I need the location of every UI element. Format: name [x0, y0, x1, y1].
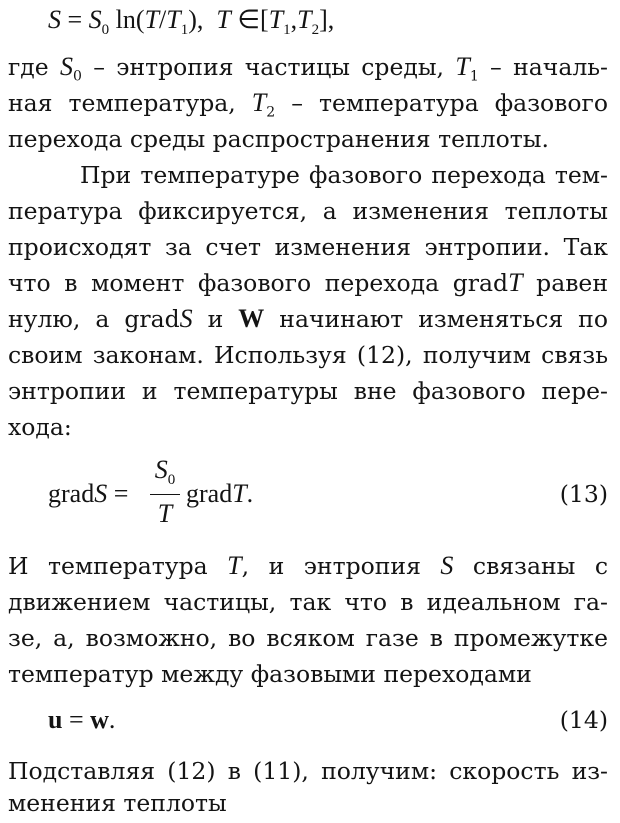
formula-symbol-t2: T — [297, 5, 312, 34]
paragraph-line — [8, 47, 608, 87]
symbol-t: T — [157, 499, 173, 528]
text-run: – температура фазового — [275, 89, 608, 117]
text-run: нулю, а grad — [8, 305, 180, 333]
formula-end: ], — [319, 5, 335, 34]
fraction-denominator — [150, 494, 180, 534]
symbol-s: S — [94, 479, 108, 508]
paragraph-line: энтропии и температуры вне фазового пере- — [8, 377, 608, 405]
subscript: 2 — [266, 104, 276, 121]
subscript: 1 — [469, 68, 479, 85]
paragraph-line — [8, 83, 608, 123]
paragraph-line — [8, 299, 608, 339]
period: . — [108, 705, 116, 734]
formula-symbol-s0: S — [88, 5, 102, 34]
formula-subscript: 1 — [283, 22, 291, 39]
formula-subscript: 2 — [311, 22, 320, 39]
paragraph-line: При температуре фазового перехода тем- — [80, 161, 608, 189]
symbol-s: S — [440, 551, 454, 580]
paragraph-line: температур между фазовыми переходами — [8, 660, 532, 688]
equation-13 — [8, 452, 608, 542]
paragraph-line: своим законам. Используя (12), получим связь — [8, 341, 608, 369]
formula-subscript: 1 — [180, 22, 189, 39]
paragraph-line — [8, 546, 608, 586]
paragraph-line: движением частицы, так что в идеальном га- — [8, 588, 608, 616]
formula-slash: / — [159, 5, 167, 34]
formula-comma: , — [290, 5, 298, 34]
paragraph-line: менения теплоты — [8, 789, 227, 817]
symbol-w-bold: W — [238, 304, 265, 333]
formula-close: ), — [188, 5, 217, 34]
text-run: связаны с — [453, 552, 608, 580]
equation-number: (14) — [559, 706, 608, 734]
formula-in: ∈[ — [230, 5, 269, 34]
paragraph-line: хода: — [8, 413, 72, 441]
paragraph-line: зе, а, возможно, во всяком газе в промежутке — [8, 624, 608, 652]
text-run: – энтропия частицы среды, — [81, 53, 456, 81]
entropy-formula — [8, 0, 608, 40]
equation-14-body — [48, 700, 115, 740]
text-run: и — [192, 305, 239, 333]
grad-operator: grad — [48, 479, 95, 508]
symbol-s: S — [179, 304, 193, 333]
equals-sign: = — [62, 705, 91, 734]
formula-symbol-t1: T — [268, 5, 284, 34]
text-run: – началь- — [478, 53, 608, 81]
equals-sign: = — [107, 479, 135, 508]
formula-symbol-t: T — [144, 5, 160, 34]
formula-symbol-t1: T — [166, 5, 181, 34]
text-run: ная температура, — [8, 89, 252, 117]
symbol-s0: S — [154, 455, 168, 484]
paragraph-line — [8, 263, 608, 303]
paragraph-line: Подставляя (12) в (11), получим: скорость из- — [8, 757, 608, 785]
text-run: И температура — [8, 552, 228, 580]
paragraph-line: перехода среды распространения теплоты. — [8, 125, 549, 153]
period: . — [246, 479, 254, 508]
equation-13-lhs — [48, 474, 135, 514]
equation-13-rhs — [186, 474, 253, 514]
text-run: равен — [522, 269, 609, 297]
formula-symbol-t: T — [216, 5, 231, 34]
text-run: что в момент фазового перехода grad — [8, 269, 509, 297]
symbol-t: T — [232, 479, 247, 508]
equation-14 — [8, 700, 608, 740]
fraction-numerator — [150, 450, 180, 500]
formula-equals: = — [61, 5, 89, 34]
symbol-t: T — [227, 551, 242, 580]
paragraph-line: происходят за счет изменения энтропии. Так — [8, 233, 608, 261]
symbol-w-bold: w — [90, 705, 109, 734]
grad-operator: grad — [186, 479, 233, 508]
text-run: начинают изменяться по — [264, 305, 608, 333]
symbol-s0: S — [60, 52, 73, 81]
symbol-t2: T — [251, 88, 267, 117]
fraction-s0-over-t — [150, 452, 180, 542]
text-run: где — [8, 53, 60, 81]
text-run: , и энтропия — [241, 552, 441, 580]
subscript: 0 — [73, 68, 82, 85]
paragraph-line: пература фиксируется, а изменения теплоты — [8, 197, 608, 225]
symbol-u-bold: u — [48, 705, 63, 734]
formula-symbol-s: S — [48, 5, 61, 34]
subscript: 0 — [167, 472, 176, 489]
formula-subscript: 0 — [101, 22, 110, 39]
formula-ln: ln( — [109, 5, 145, 34]
equation-number: (13) — [559, 480, 608, 508]
symbol-t1: T — [455, 52, 470, 81]
symbol-t: T — [508, 268, 523, 297]
